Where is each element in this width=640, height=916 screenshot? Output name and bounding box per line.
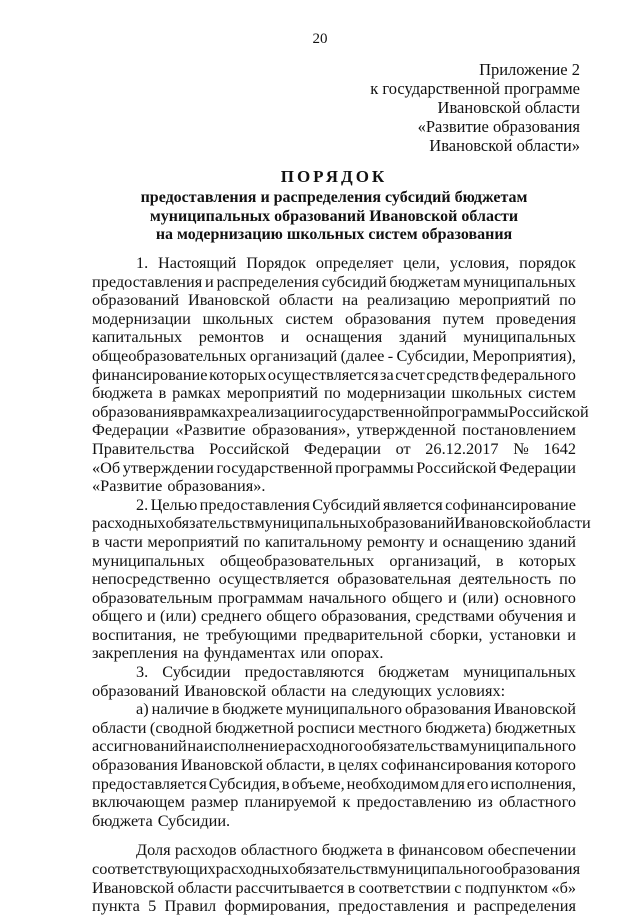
text-line: Федерации «Развитие образования», утвержденной постановлением — [92, 420, 576, 440]
text-line: соответствующих расходных обязательств муниципального образования — [92, 859, 581, 878]
text-line: бюджета в рамках мероприятий по модернизации школьных систем — [92, 383, 576, 403]
text-line: 2. Целью предоставления Субсидий является софинансирование — [136, 494, 576, 514]
text-line: непосредственно осуществляется образовательная деятельность по — [92, 569, 576, 589]
text-line: «Развитие образования». — [92, 476, 266, 496]
page-number: 20 — [312, 31, 328, 47]
text-line: расходных обязательств муниципальных образований Ивановской области — [92, 513, 591, 533]
text-line: образования Ивановской области, в целях софинансирования которого — [92, 755, 576, 775]
paragraph-p3 — [92, 663, 576, 700]
text-line: модернизации школьных систем образования путем проведения — [92, 308, 576, 328]
text-line: «Об утверждении государственной программы Российской Федерации — [92, 457, 576, 477]
appendix-line: к государственной программе — [370, 79, 580, 98]
text-line: закрепления на фундаментах или опорах. — [92, 643, 384, 663]
text-line: области (сводной бюджетной росписи местного бюджета) бюджетных — [92, 717, 576, 737]
paragraph-p3a — [92, 700, 576, 830]
text-line: финансирование которых осуществляется за счет средств федерального — [92, 364, 576, 384]
text-line: а) наличие в бюджете муниципального образования Ивановской — [136, 699, 576, 719]
text-line: в части мероприятий по капитальному ремонту и оснащению зданий — [92, 531, 576, 551]
appendix-line: Ивановской области» — [429, 136, 580, 155]
text-line: бюджета Субсидии. — [92, 810, 231, 830]
document-subtitle-line: муниципальных образований Ивановской области — [149, 207, 519, 225]
text-line: образовательным программам начального общего и (или) основного — [92, 587, 576, 607]
text-line: общеобразовательных организаций (далее - Субсидии, Мероприятия), — [92, 345, 576, 365]
document-subtitle-line: предоставления и распределения субсидий бюджетам — [140, 189, 528, 206]
paragraph-p1 — [92, 253, 589, 496]
text-line: образований Ивановской области на реализацию мероприятий по — [92, 290, 576, 310]
text-line: Ивановской области рассчитывается в соответствии с подпунктом «б» — [92, 877, 576, 897]
text-line: предоставления и распределения субсидий бюджетам муниципальных — [92, 271, 576, 291]
appendix-line: Приложение 2 — [479, 60, 580, 79]
text-line: 3. Субсидии предоставляются бюджетам муниципальных — [136, 662, 576, 682]
text-line: 1. Настоящий Порядок определяет цели, условия, порядок — [136, 253, 576, 272]
text-line: ассигнований на исполнение расходного обязательства муниципального — [92, 736, 576, 756]
text-line: муниципальных общеобразовательных организаций, в которых — [92, 550, 576, 570]
text-line: пункта 5 Правил формирования, предоставления и распределения — [92, 896, 576, 916]
appendix-line: «Развитие образования — [417, 117, 580, 136]
appendix-line: Ивановской области — [437, 98, 580, 117]
document-body — [92, 253, 591, 916]
document-subtitle-line: на модернизацию школьных систем образования — [155, 226, 513, 243]
text-line: воспитания, не требующими предварительной сборки, установки и — [92, 624, 576, 644]
text-line: капитальных ремонтов и оснащения зданий муниципальных — [92, 327, 576, 347]
text-line: общего и (или) среднего общего образования, средствами обучения и — [92, 606, 576, 626]
paragraph-p2 — [92, 494, 591, 663]
document-title: ПОРЯДОК — [280, 167, 388, 186]
title-block — [92, 167, 576, 245]
text-line: образования в рамках реализации государственной программы Российской — [92, 401, 589, 421]
text-line: включающем размер планируемой к предоставлению из областного — [92, 792, 576, 812]
text-line: Доля расходов областного бюджета в финансовом обеспечении — [136, 840, 576, 860]
appendix-header — [370, 60, 580, 155]
text-line: Правительства Российской Федерации от 26.12.2017 № 1642 — [92, 438, 576, 458]
text-line: предоставляется Субсидия, в объеме, необходимом для его исполнения, — [92, 773, 576, 793]
text-line: образований Ивановской области на следующих условиях: — [92, 680, 506, 700]
